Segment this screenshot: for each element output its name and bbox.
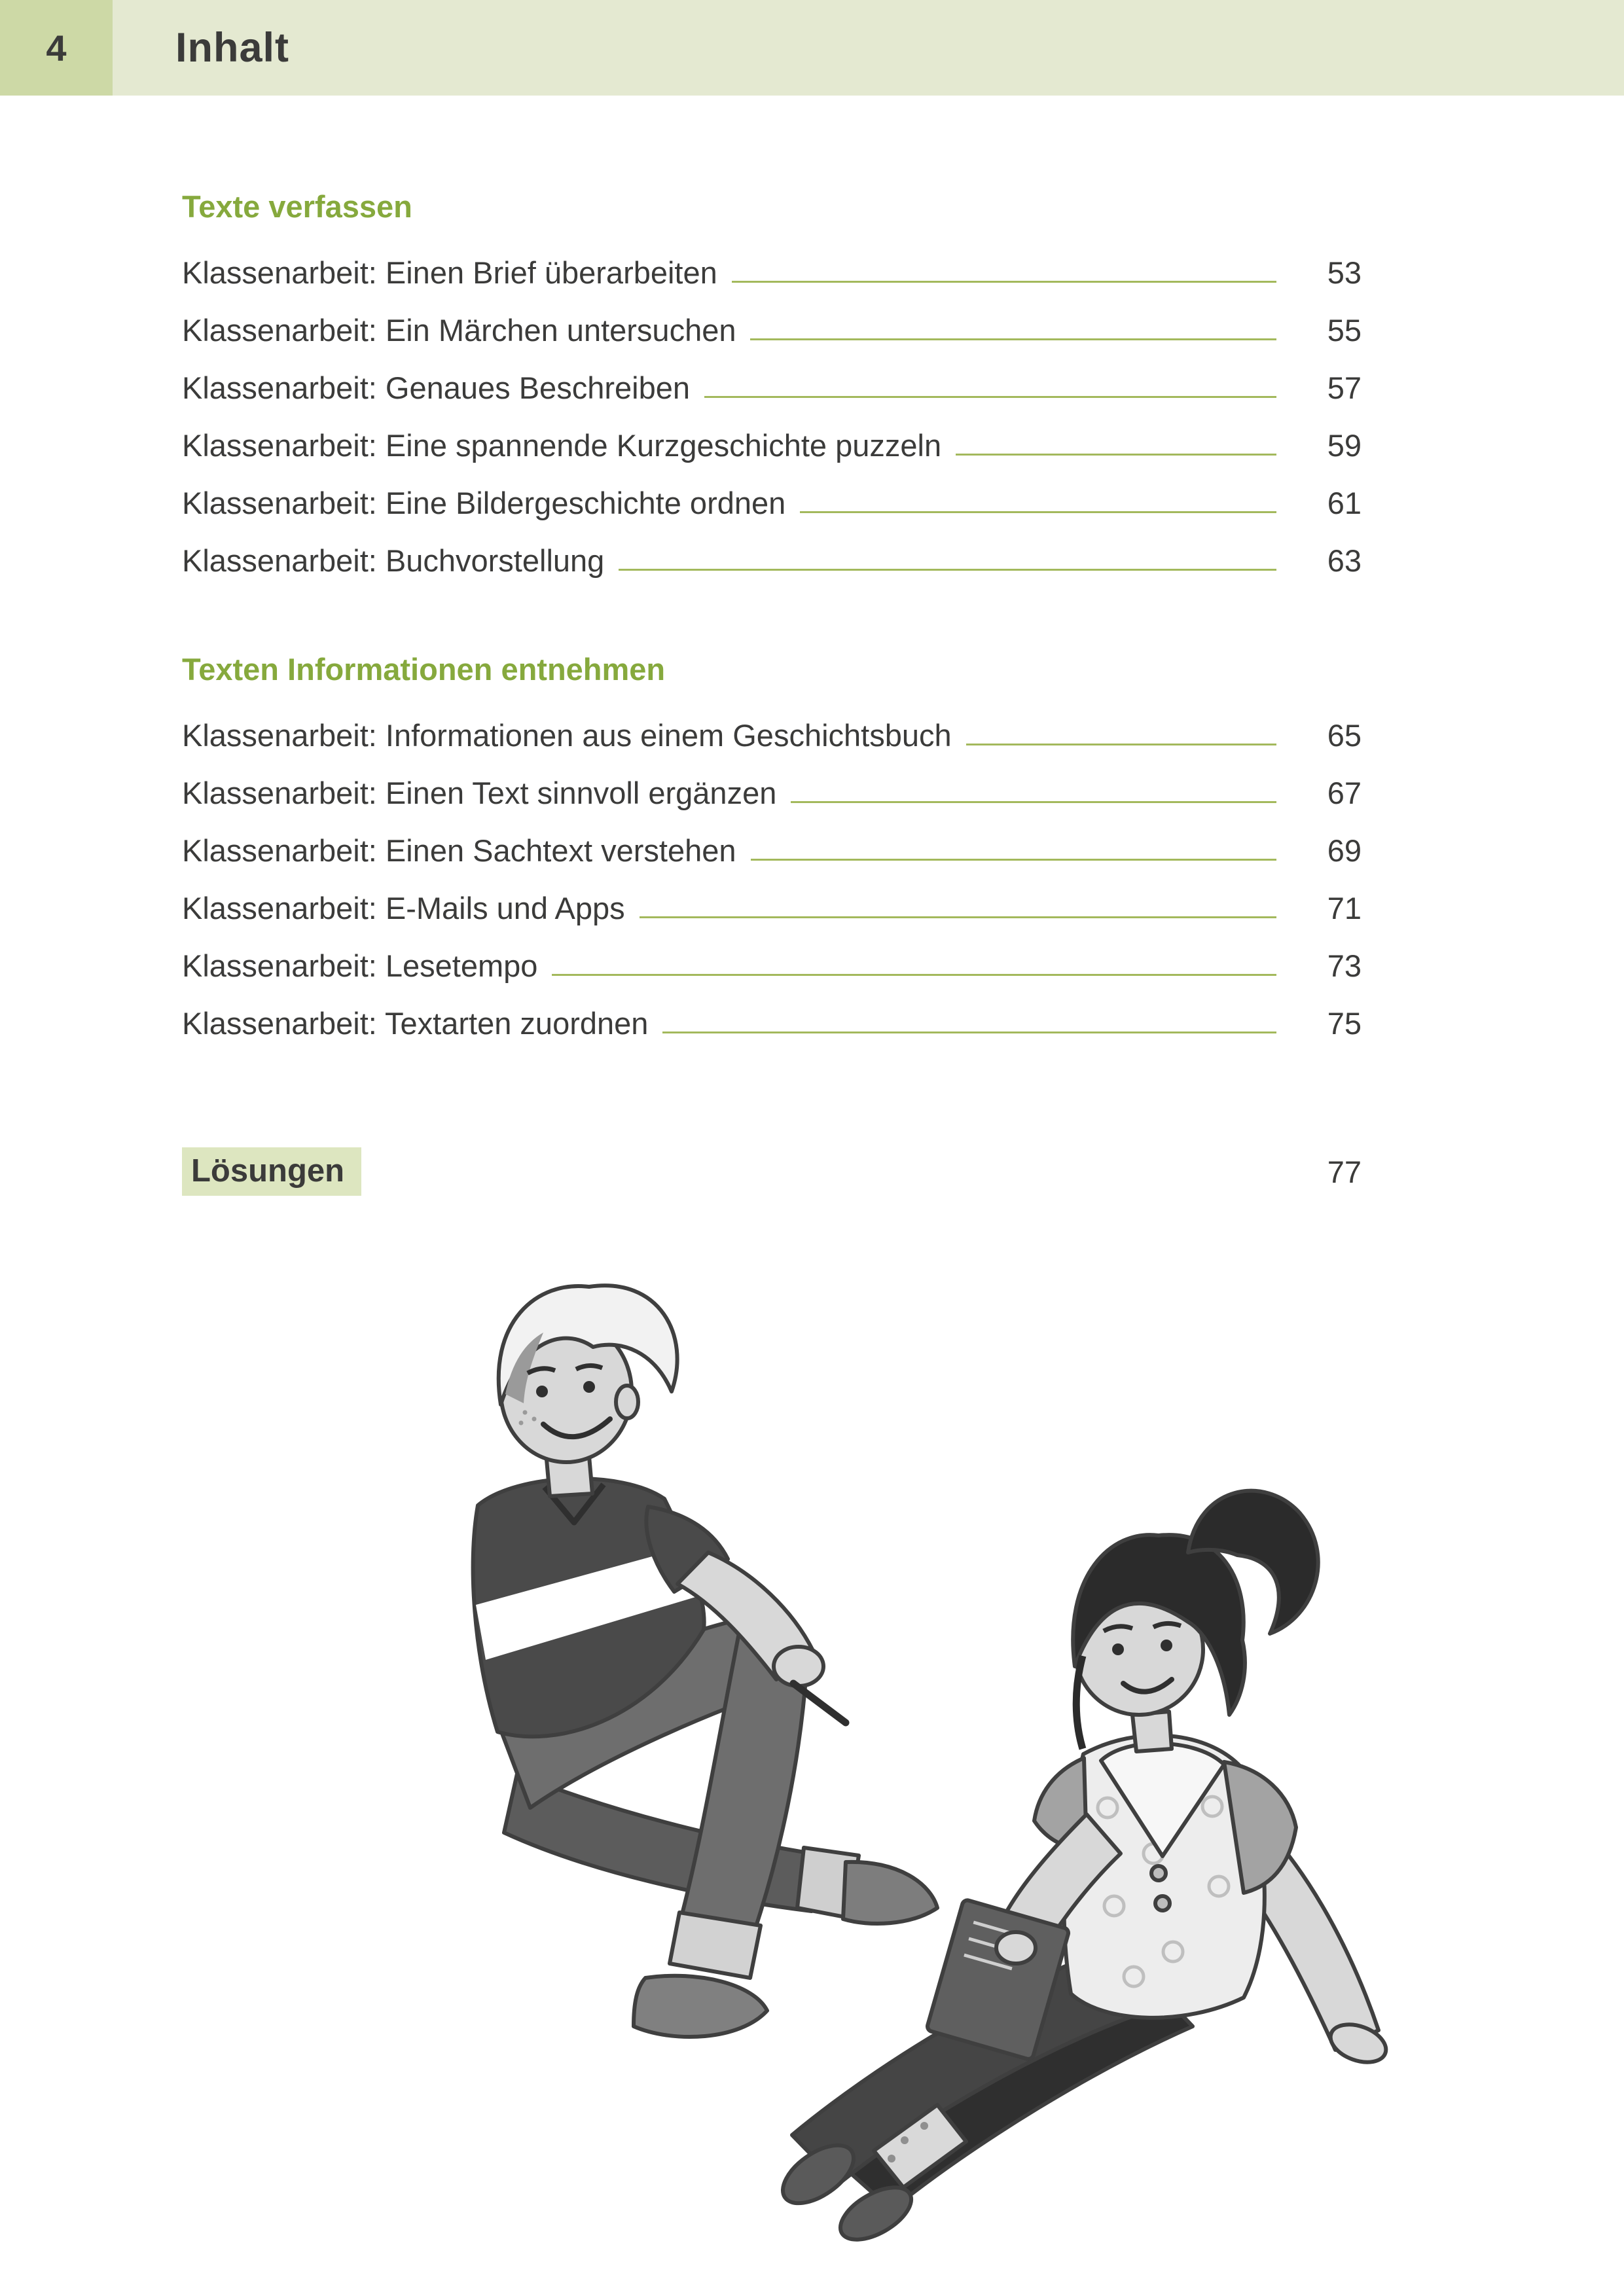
toc-entry <box>182 529 1362 586</box>
toc-entry-page: 57 <box>1327 370 1362 406</box>
toc-entry-label: Klassenarbeit: Einen Text sinnvoll ergänzen <box>182 776 777 811</box>
toc-entry <box>182 704 1362 761</box>
page-title: Inhalt <box>175 25 289 71</box>
toc-entry-page: 63 <box>1327 543 1362 579</box>
toc-entry <box>182 356 1362 414</box>
toc-entry-page: 71 <box>1327 891 1362 926</box>
toc-entry-label: Klassenarbeit: Genaues Beschreiben <box>182 370 690 406</box>
leader-line <box>732 281 1276 283</box>
leader-line <box>750 338 1276 340</box>
toc-entry-label: Klassenarbeit: Eine spannende Kurzgeschichte puzzeln <box>182 428 942 463</box>
toc-entry <box>182 876 1362 934</box>
toc-entry <box>182 241 1362 298</box>
section-title-texten-informationen-entnehmen: Texten Informationen entnehmen <box>182 652 666 687</box>
toc-entry <box>182 414 1362 471</box>
toc-entry <box>182 761 1362 819</box>
toc-entry-page: 69 <box>1327 833 1362 869</box>
toc-entry-page: 59 <box>1327 428 1362 463</box>
toc-entry <box>182 819 1362 876</box>
toc-entry-label: Klassenarbeit: Eine Bildergeschichte ordnen <box>182 486 786 521</box>
leader-line <box>619 569 1276 571</box>
toc-entry-label: Klassenarbeit: E-Mails und Apps <box>182 891 625 926</box>
section-title-texte-verfassen: Texte verfassen <box>182 189 412 224</box>
toc-entry-page: 61 <box>1327 486 1362 521</box>
toc-entry <box>182 992 1362 1049</box>
leader-line <box>966 744 1276 745</box>
toc-entry-label: Klassenarbeit: Einen Sachtext verstehen <box>182 833 736 869</box>
toc-entry-label: Klassenarbeit: Einen Brief überarbeiten <box>182 255 717 291</box>
toc-entry-page: 53 <box>1327 255 1362 291</box>
toc-entry-page: 65 <box>1327 718 1362 753</box>
toc-entry-page: 73 <box>1327 948 1362 984</box>
leader-line <box>751 859 1276 861</box>
illustration-boy <box>473 1285 937 2037</box>
leader-line <box>552 974 1276 976</box>
page-number: 4 <box>0 0 113 96</box>
toc-entry-page: 67 <box>1327 776 1362 811</box>
toc-entry <box>182 471 1362 529</box>
toc-entry-label: Klassenarbeit: Informationen aus einem Geschichtsbuch <box>182 718 952 753</box>
solutions-page: 77 <box>1327 1154 1362 1189</box>
leader-line <box>791 801 1276 803</box>
toc-entry-page: 55 <box>1327 313 1362 348</box>
leader-line <box>956 454 1276 456</box>
illustration-two-teens <box>281 1260 1420 2248</box>
page-header <box>0 0 1624 96</box>
toc-entry <box>182 934 1362 992</box>
toc-entry-label: Klassenarbeit: Ein Märchen untersuchen <box>182 313 736 348</box>
solutions-label: Lösungen <box>182 1147 361 1196</box>
solutions-row <box>182 1147 1362 1196</box>
toc-entry-label: Klassenarbeit: Buchvorstellung <box>182 543 605 579</box>
leader-line <box>662 1031 1276 1033</box>
table-of-contents <box>182 187 1362 1196</box>
leader-line <box>640 916 1276 918</box>
leader-line <box>704 396 1276 398</box>
toc-entry-label: Klassenarbeit: Textarten zuordnen <box>182 1006 649 1041</box>
toc-entry <box>182 298 1362 356</box>
toc-entry-label: Klassenarbeit: Lesetempo <box>182 948 538 984</box>
toc-entry-page: 75 <box>1327 1006 1362 1041</box>
leader-line <box>800 511 1276 513</box>
